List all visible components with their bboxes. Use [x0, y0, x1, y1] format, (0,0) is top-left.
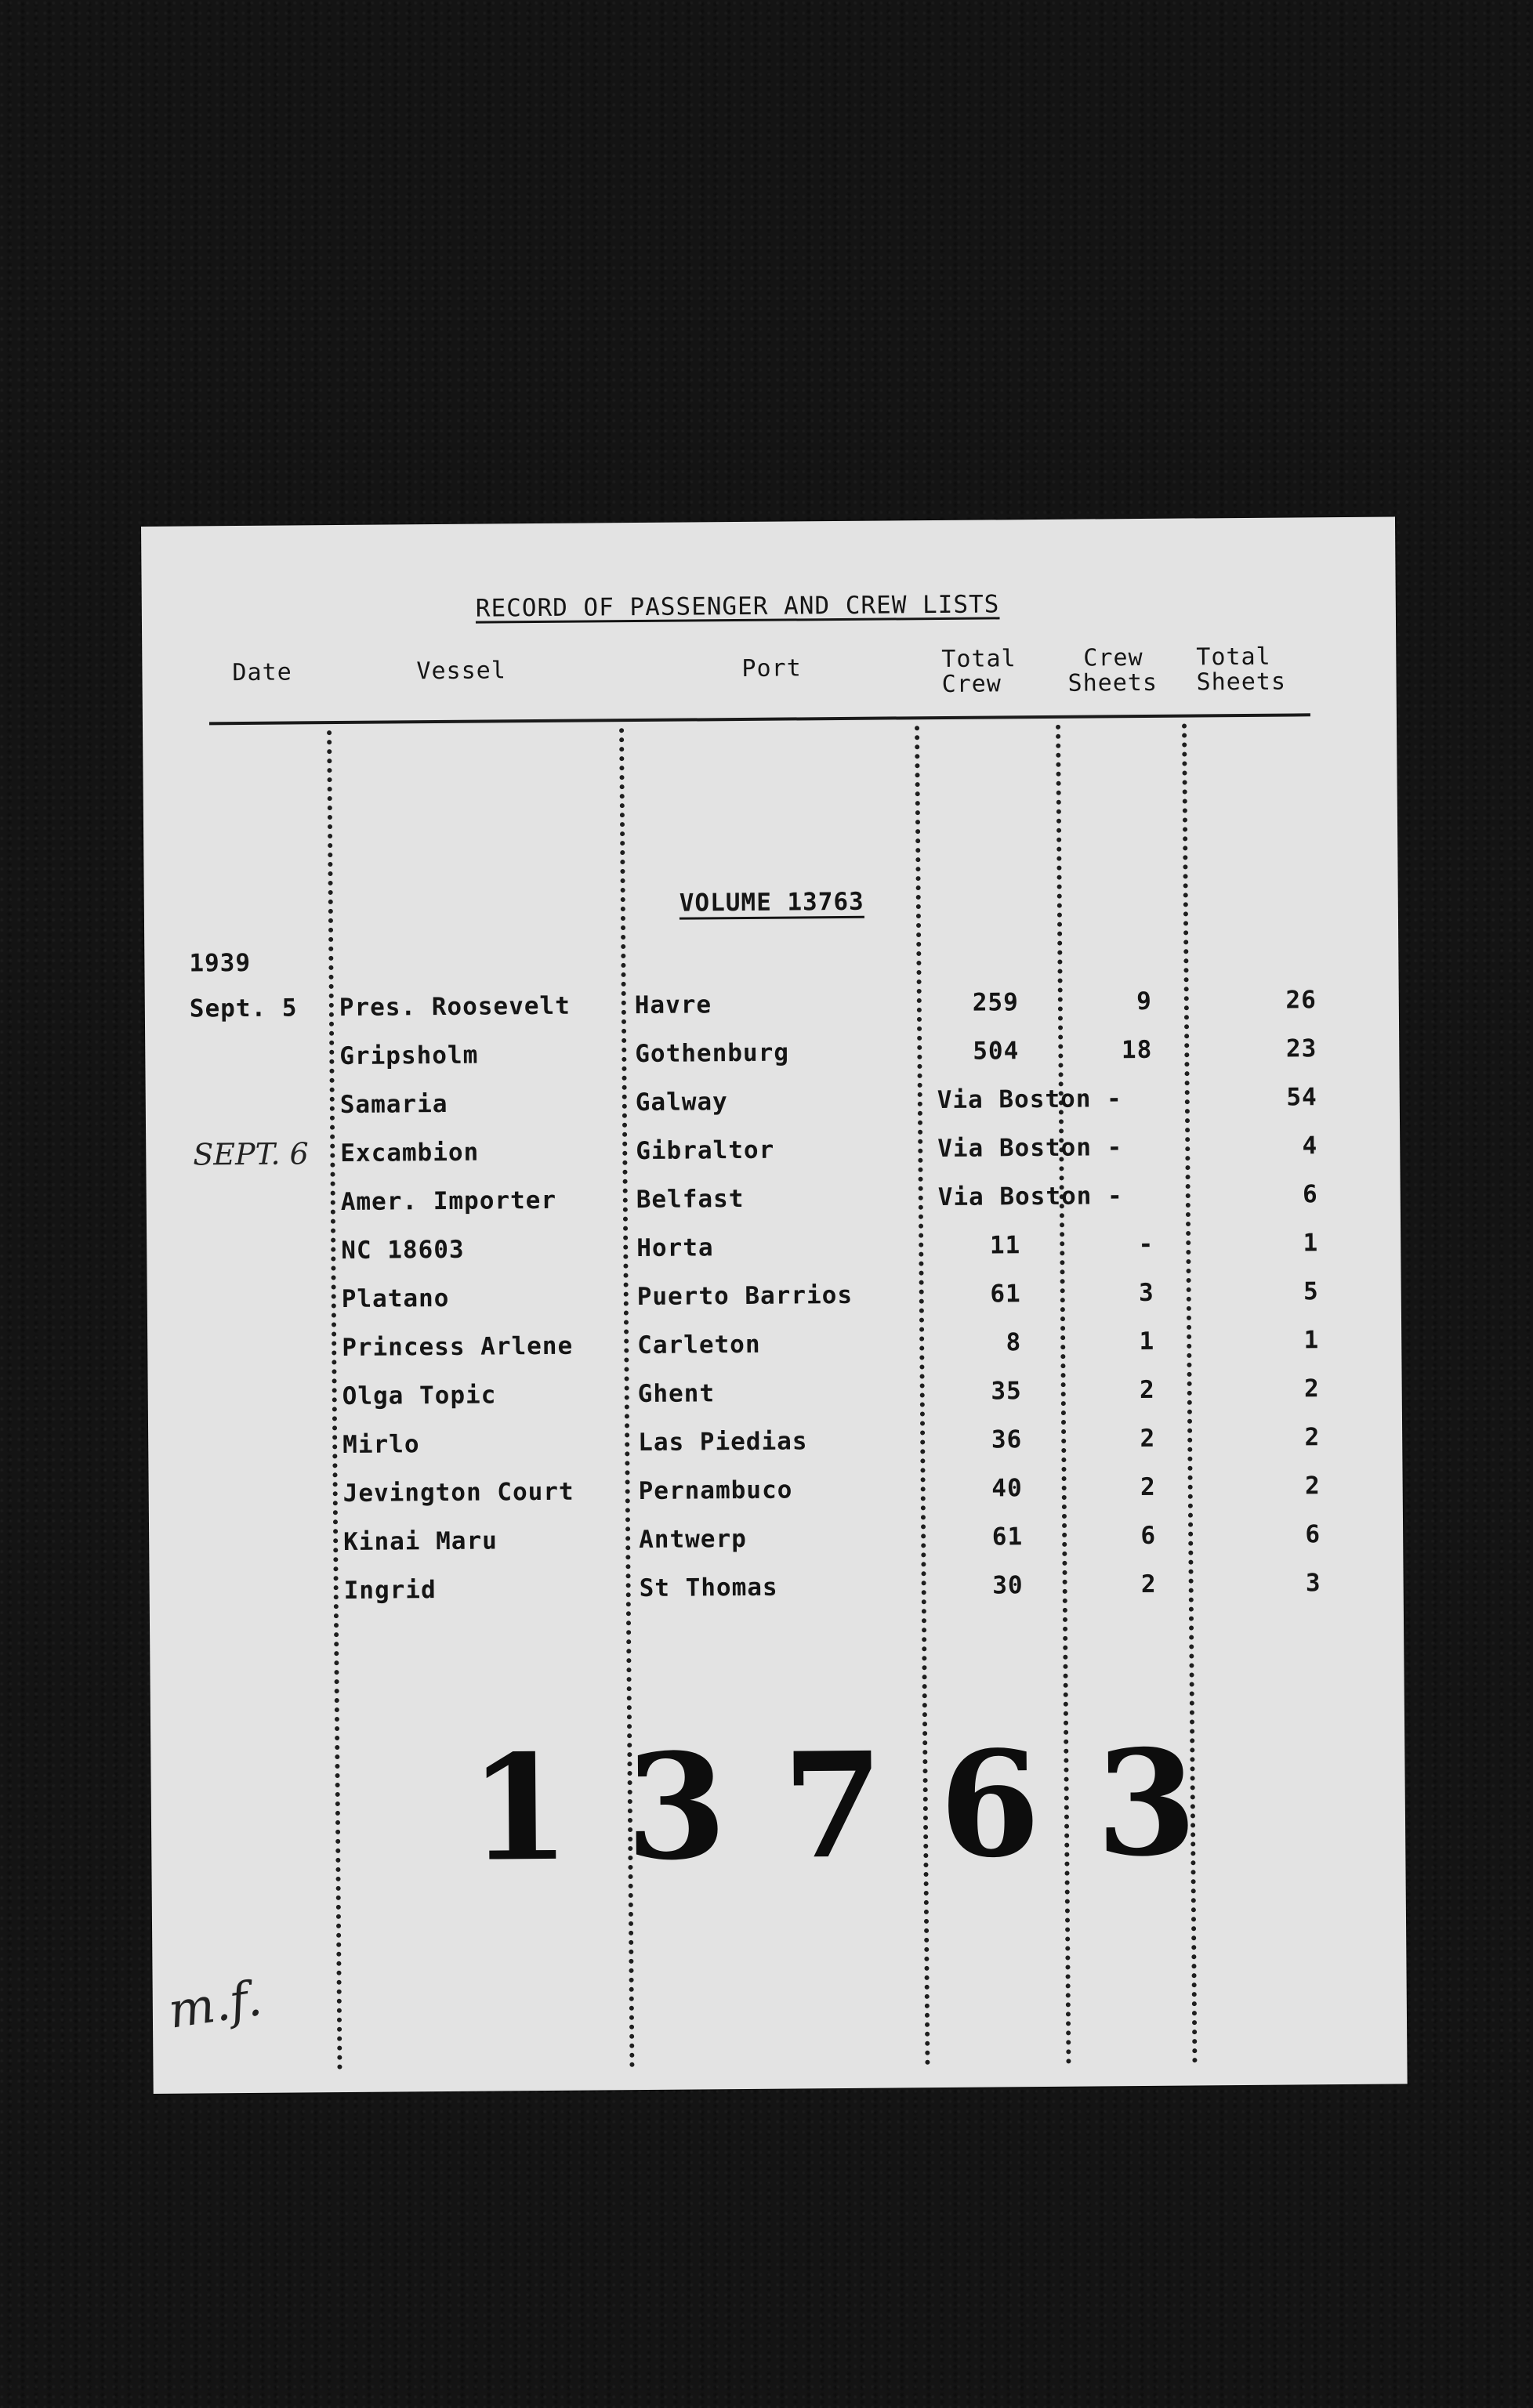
stamp-digit: 3 — [1095, 1717, 1198, 1889]
stamp-digit: 1 — [468, 1722, 571, 1894]
vessel-cell: Olga Topic — [342, 1381, 497, 1411]
page-title: RECORD OF PASSENGER AND CREW LISTS — [475, 590, 1000, 623]
crew-sheets-cell: 1 — [1139, 1327, 1155, 1356]
header-total-crew-line2: Crew — [941, 670, 1002, 698]
port-cell: Gothenburg — [635, 1038, 790, 1069]
total-crew-cell: 40 — [991, 1474, 1023, 1503]
table-row — [147, 1228, 1401, 1285]
port-cell: Antwerp — [639, 1524, 747, 1555]
header-rule — [209, 713, 1310, 725]
vessel-cell: Kinai Maru — [343, 1526, 498, 1557]
header-crew-sheets-line2: Sheets — [1067, 668, 1158, 697]
vessel-cell: Excambion — [340, 1138, 480, 1168]
table-row — [148, 1422, 1402, 1479]
crew-sheets-cell: 18 — [1121, 1035, 1153, 1065]
header-vessel: Vessel — [416, 657, 506, 686]
header-total-sheets-line2: Sheets — [1196, 668, 1287, 697]
port-cell: Havre — [634, 990, 712, 1020]
total-sheets-cell: 5 — [1303, 1277, 1319, 1306]
stamp-digit: 6 — [938, 1718, 1042, 1891]
total-crew-cell: 30 — [992, 1571, 1024, 1600]
crew-sheets-cell: 6 — [1140, 1521, 1157, 1551]
date-label: Sept. 5 — [189, 994, 298, 1023]
vessel-cell: Mirlo — [342, 1430, 420, 1460]
handwritten-initials: m.f. — [165, 1968, 266, 2040]
port-cell: Las Piedias — [638, 1427, 808, 1457]
crew-sheets-cell: 2 — [1140, 1424, 1156, 1454]
crew-sheets-cell: 9 — [1136, 987, 1152, 1016]
total-sheets-cell: 2 — [1303, 1374, 1320, 1403]
total-sheets-cell: 3 — [1305, 1569, 1321, 1598]
port-cell: St Thomas — [639, 1573, 778, 1603]
total-sheets-cell: 4 — [1302, 1132, 1318, 1161]
header-crew-sheets-line1: Crew — [1083, 643, 1143, 672]
port-cell: Galway — [635, 1088, 728, 1117]
total-sheets-cell: 2 — [1304, 1423, 1321, 1452]
table-row — [149, 1471, 1403, 1528]
vessel-cell: Gripsholm — [339, 1041, 479, 1071]
total-crew-cell: 61 — [991, 1523, 1024, 1552]
table-row — [147, 1276, 1401, 1334]
total-crew-cell: Via Boston - — [937, 1182, 1123, 1212]
header-port: Port — [741, 654, 802, 683]
total-sheets-cell: 6 — [1305, 1520, 1321, 1549]
total-sheets-cell: 23 — [1285, 1034, 1317, 1063]
total-sheets-cell: 1 — [1303, 1229, 1319, 1258]
vessel-cell: Ingrid — [343, 1576, 437, 1606]
total-crew-cell: Via Boston - — [937, 1133, 1123, 1164]
table-row — [149, 1519, 1403, 1577]
record-sheet — [141, 516, 1408, 2094]
crew-sheets-cell: 3 — [1138, 1278, 1154, 1308]
vessel-cell: NC 18603 — [341, 1235, 465, 1266]
port-cell: Pernambuco — [638, 1476, 793, 1506]
table-row — [148, 1374, 1402, 1431]
crew-sheets-cell: - — [1138, 1229, 1154, 1259]
stamp-digit: 3 — [625, 1721, 728, 1893]
vessel-cell: Amer. Importer — [340, 1186, 557, 1217]
table-row — [146, 1131, 1400, 1188]
crew-sheets-cell: 2 — [1140, 1472, 1156, 1502]
table-row — [146, 1082, 1400, 1139]
handwritten-date: SEPT. 6 — [193, 1136, 309, 1172]
year-label: 1939 — [189, 948, 252, 978]
total-crew-cell: 61 — [990, 1280, 1021, 1309]
volume-heading: VOLUME 13763 — [679, 887, 864, 918]
port-cell: Carleton — [637, 1330, 761, 1360]
vessel-cell: Jevington Court — [342, 1477, 574, 1508]
port-cell: Puerto Barrios — [636, 1280, 853, 1312]
stamp-digit: 7 — [781, 1719, 885, 1892]
total-sheets-cell: 1 — [1303, 1326, 1320, 1355]
port-cell: Belfast — [636, 1184, 745, 1215]
port-cell: Ghent — [637, 1379, 716, 1409]
header-total-crew-line1: Total — [941, 645, 1017, 673]
table-row — [150, 1568, 1404, 1625]
table-row — [147, 1179, 1401, 1237]
vessel-cell: Platano — [341, 1284, 450, 1314]
total-crew-cell: 504 — [973, 1037, 1020, 1066]
total-crew-cell: Via Boston - — [937, 1085, 1122, 1115]
total-crew-cell: 36 — [991, 1425, 1023, 1454]
total-crew-cell: 35 — [991, 1377, 1022, 1406]
crew-sheets-cell: 2 — [1140, 1570, 1157, 1599]
total-sheets-cell: 54 — [1286, 1083, 1317, 1112]
volume-stamp — [440, 1717, 1226, 1894]
table-row — [145, 985, 1399, 1042]
vessel-cell: Princess Arlene — [342, 1331, 574, 1363]
port-cell: Gibraltor — [636, 1135, 775, 1166]
total-crew-cell: 11 — [989, 1231, 1021, 1260]
vessel-cell: Samaria — [339, 1089, 448, 1120]
header-date: Date — [232, 658, 292, 687]
crew-sheets-cell: 2 — [1139, 1375, 1155, 1405]
total-crew-cell: 8 — [1006, 1328, 1022, 1357]
total-crew-cell: 259 — [972, 988, 1019, 1017]
total-sheets-cell: 26 — [1285, 986, 1317, 1015]
header-total-sheets-line1: Total — [1196, 643, 1271, 672]
port-cell: Horta — [636, 1233, 714, 1263]
table-row — [145, 1034, 1399, 1091]
table-row — [147, 1325, 1401, 1382]
vessel-cell: Pres. Roosevelt — [339, 991, 571, 1023]
total-sheets-cell: 2 — [1304, 1472, 1321, 1501]
total-sheets-cell: 6 — [1302, 1180, 1318, 1209]
